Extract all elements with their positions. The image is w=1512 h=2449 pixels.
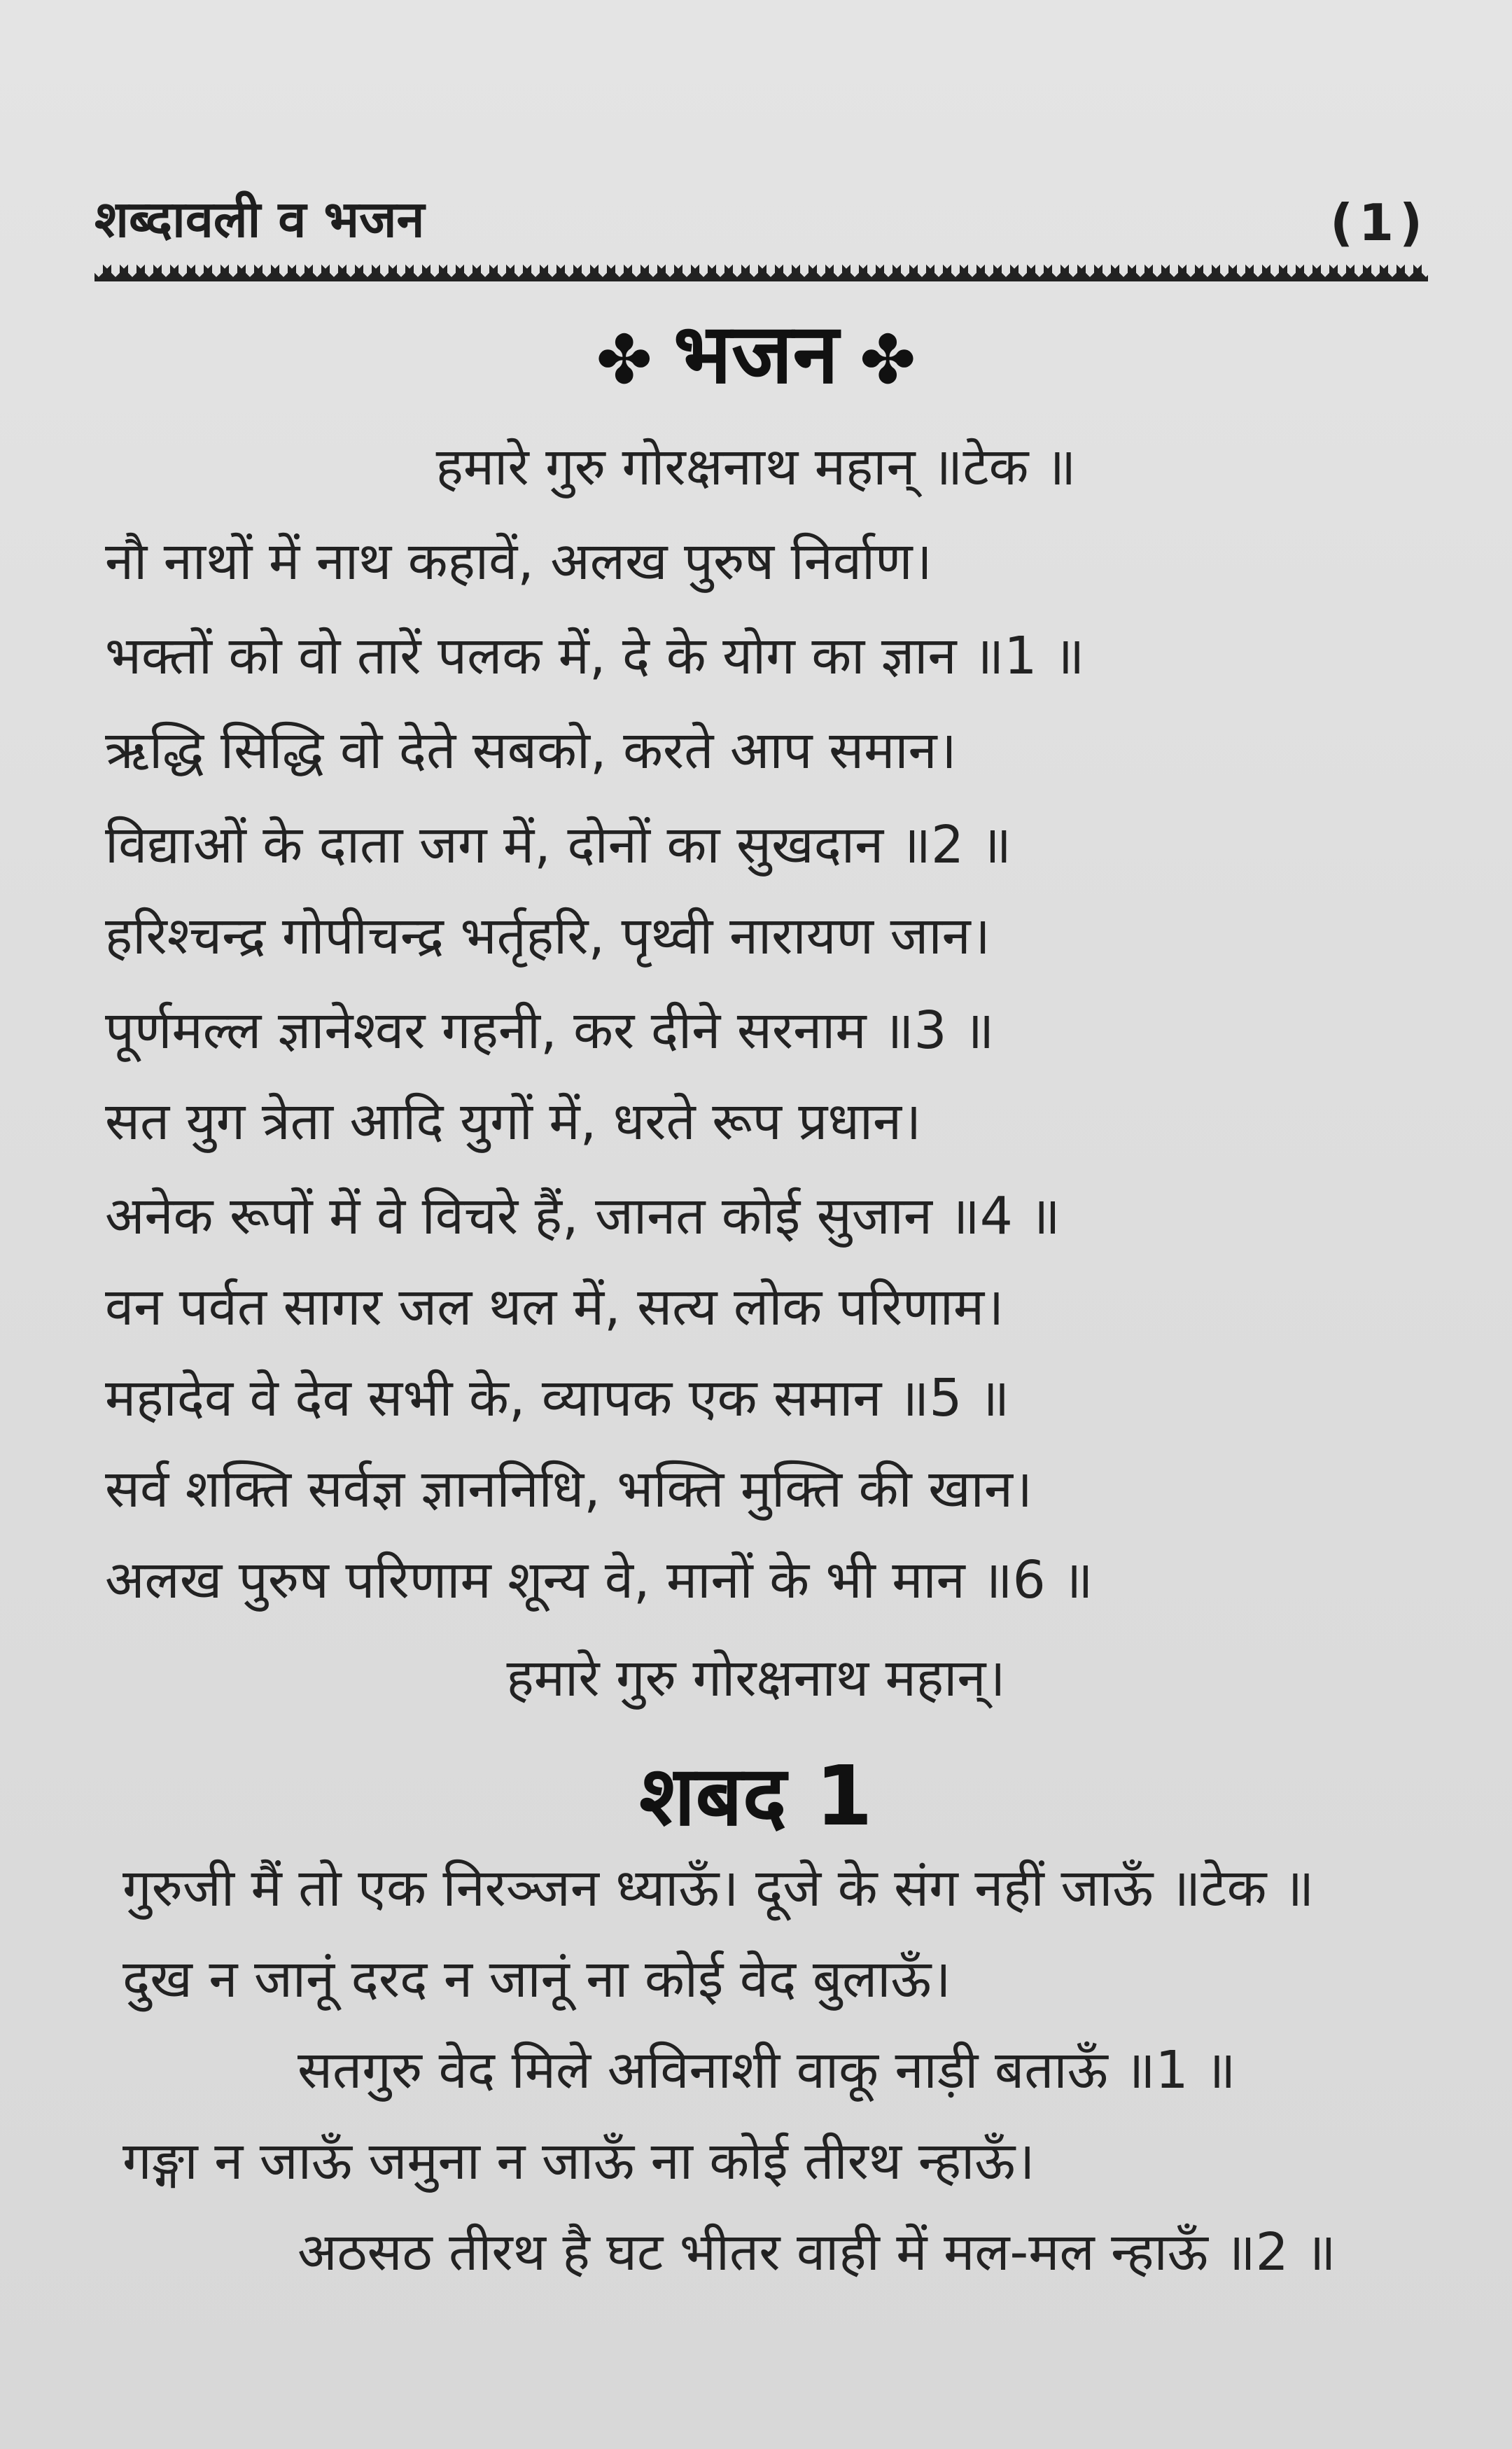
verse-line: सर्व शक्ति सर्वज्ञ ज्ञाननिधि, भक्ति मुक्ति की खान। xyxy=(105,1459,1032,1519)
verse-line: अलख पुरुष परिणाम शून्य वे, मानों के भी मान ॥6 ॥ xyxy=(105,1550,1093,1610)
bhajan-heading xyxy=(0,294,1512,407)
flower-ornament-icon: ✤ xyxy=(596,320,652,399)
shabad-line: अठसठ तीरथ है घट भीतर वाही में मल-मल न्हाऊँ ॥2 ॥ xyxy=(298,2222,1336,2282)
verse-line: महादेव वे देव सभी के, व्यापक एक समान ॥5 ॥ xyxy=(105,1368,1010,1428)
decorative-border xyxy=(94,260,1428,281)
shabad-line: गुरुजी मैं तो एक निरञ्जन ध्याऊँ। दूजे के संग नहीं जाऊँ ॥टेक ॥ xyxy=(122,1858,1315,1918)
verse-line: हरिश्चन्द्र गोपीचन्द्र भर्तृहरि, पृथ्वी नारायण जान। xyxy=(105,906,990,966)
verse-line: भक्तों को वो तारें पलक में, दे के योग का ज्ञान ॥1 ॥ xyxy=(105,626,1085,686)
shabad-line: सतगुरु वेद मिले अविनाशी वाकू नाड़ी बताऊँ ॥1 ॥ xyxy=(298,2040,1236,2100)
verse-line: पूर्णमल्ल ज्ञानेश्वर गहनी, कर दीने सरनाम ॥3 ॥ xyxy=(105,1000,995,1061)
shabad-line: गङ्गा न जाऊँ जमुना न जाऊँ ना कोई तीरथ न्हाऊँ। xyxy=(122,2131,1035,2191)
closing-line: हमारे गुरु गोरक्षनाथ महान्। xyxy=(506,1648,1006,1708)
verse-line: अनेक रूपों में वे विचरे हैं, जानत कोई सुजान ॥4 ॥ xyxy=(105,1186,1060,1246)
verse-line: विद्याओं के दाता जग में, दोनों का सुखदान ॥2 ॥ xyxy=(105,815,1011,875)
refrain-line: हमारे गुरु गोरक्षनाथ महान् ॥टेक ॥ xyxy=(435,437,1077,497)
shabad-line: दुख न जानूं दरद न जानूं ना कोई वेद बुलाऊँ। xyxy=(122,1949,951,2009)
bhajan-title: भजन xyxy=(673,305,839,402)
page-number: (1) xyxy=(1330,193,1428,252)
verse-line: ऋद्धि सिद्धि वो देते सबको, करते आप समान। xyxy=(105,720,957,781)
shabad-title: शबद 1 xyxy=(639,1747,873,1844)
verse-line: सत युग त्रेता आदि युगों में, धरते रूप प्रधान। xyxy=(105,1091,922,1152)
running-header xyxy=(94,168,1428,252)
verse-line: वन पर्वत सागर जल थल में, सत्य लोक परिणाम। xyxy=(105,1277,1004,1337)
verse-line: नौ नाथों में नाथ कहावें, अलख पुरुष निर्वाण। xyxy=(105,531,932,592)
flower-ornament-icon: ✤ xyxy=(860,320,916,399)
header-title: शब्दावली व भजन xyxy=(94,190,425,249)
